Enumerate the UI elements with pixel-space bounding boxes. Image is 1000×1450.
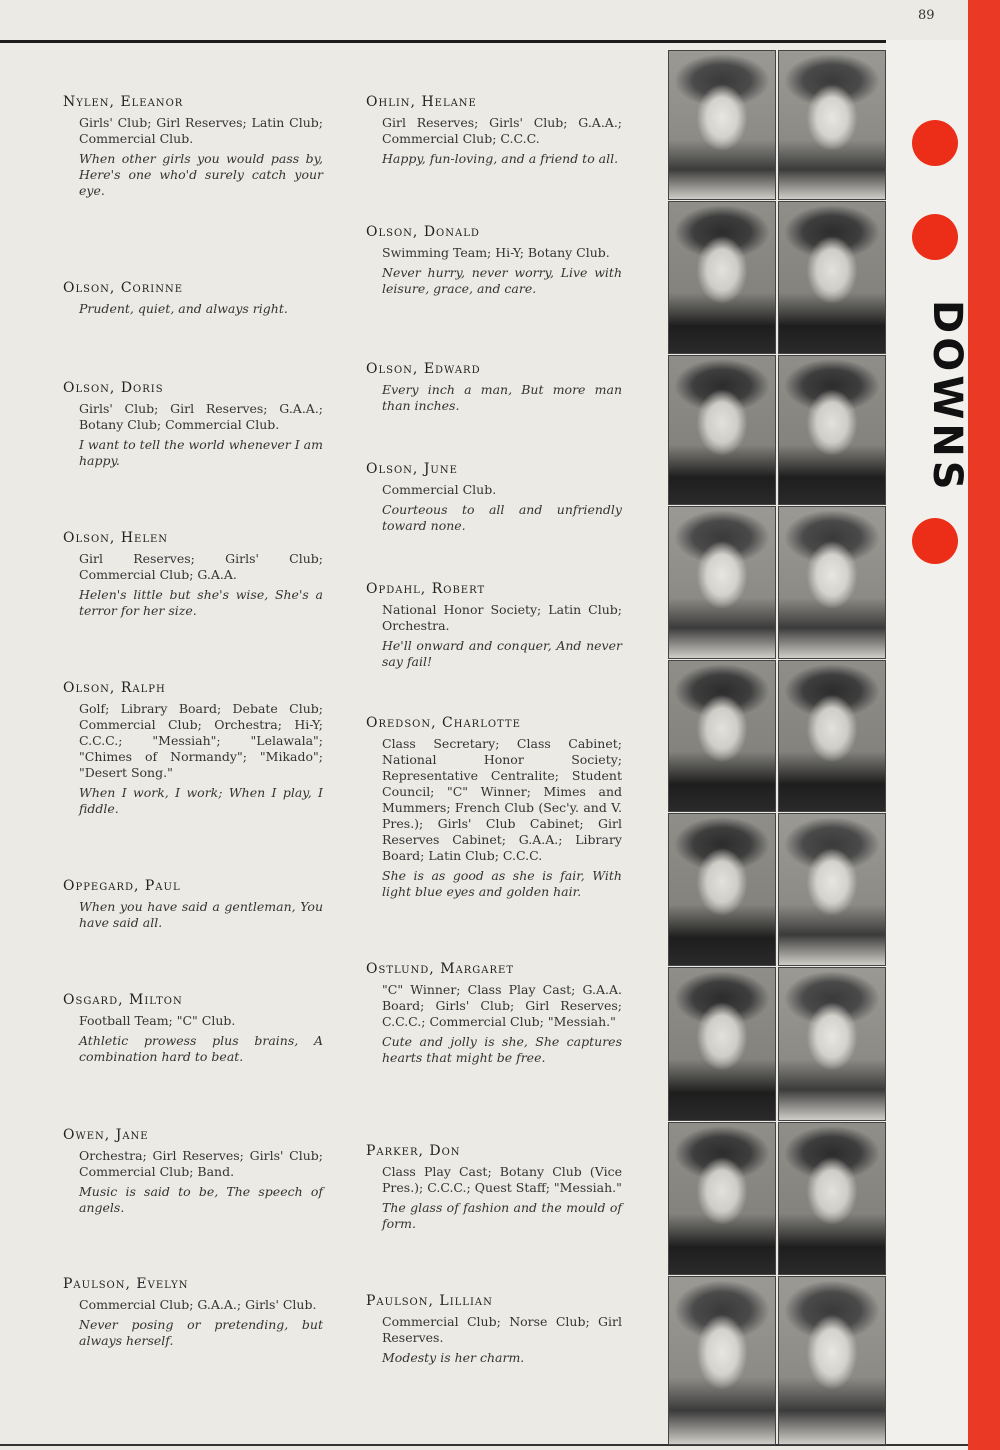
student-entry [63,1127,323,1216]
student-quote: Cute and jolly is she, She captures hearts that might be free. [382,1034,622,1065]
student-portrait [778,355,886,505]
student-name: Owen, Jane [63,1127,149,1143]
student-entry [63,1276,323,1349]
student-name: Parker, Don [366,1143,461,1159]
student-portrait [668,660,776,812]
student-portrait [778,660,886,812]
student-entry [366,224,622,297]
student-activities: Commercial Club. [382,482,497,497]
student-entry [63,878,323,931]
side-title: DOWNS [924,300,970,494]
student-entry [366,715,622,900]
student-activities: "C" Winner; Class Play Cast; G.A.A. Board; Girls' Club; Girl Reserves; C.C.C.; Commercial Club; "Messiah." [382,982,622,1029]
student-quote: She is as good as she is fair, With light blue eyes and golden hair. [382,868,622,899]
student-name: Oppegard, Paul [63,878,181,894]
red-dot-icon [912,518,958,564]
student-activities: Golf; Library Board; Debate Club; Commercial Club; Orchestra; Hi-Y; C.C.C.; "Messiah"; "Lelawala"; "Chimes of Normandy"; "Mikado"; "Desert Song." [79,701,323,780]
student-quote: When other girls you would pass by, Here's one who'd surely catch your eye. [79,151,323,198]
student-name: Paulson, Lillian [366,1293,493,1309]
student-activities: Girl Reserves; Girls' Club; Commercial Club; G.A.A. [79,551,323,582]
student-quote: Helen's little but she's wise, She's a terror for her size. [79,587,323,618]
student-entry [63,680,323,817]
student-name: Olson, Corinne [63,280,184,296]
student-portrait [668,1276,776,1445]
student-entry [366,1143,622,1232]
student-name: Olson, Ralph [63,680,166,696]
student-portrait [778,967,886,1121]
red-dot-icon [912,214,958,260]
student-activities: Commercial Club; Norse Club; Girl Reserves. [382,1314,622,1345]
student-entry [366,461,622,534]
student-name: Olson, Doris [63,380,164,396]
student-name: Oredson, Charlotte [366,715,521,731]
student-quote: Never posing or pretending, but always herself. [79,1317,323,1348]
student-entry [63,380,323,469]
student-quote: Prudent, quiet, and always right. [79,301,288,316]
student-name: Opdahl, Robert [366,581,486,597]
student-entry [366,361,622,414]
student-name: Paulson, Evelyn [63,1276,189,1292]
student-quote: When you have said a gentleman, You have said all. [79,899,323,930]
student-entry [366,1293,622,1366]
student-quote: Modesty is her charm. [382,1350,525,1365]
student-portrait [668,967,776,1121]
student-portrait [778,1122,886,1275]
student-portrait [778,813,886,966]
student-name: Ostlund, Margaret [366,961,514,977]
student-entry [366,581,622,670]
student-portrait [778,201,886,354]
student-entry [366,94,622,167]
student-activities: Swimming Team; Hi-Y; Botany Club. [382,245,610,260]
student-entry [366,961,622,1066]
student-name: Osgard, Milton [63,992,183,1008]
student-portrait [668,506,776,659]
student-portrait [778,50,886,200]
student-portrait [668,813,776,966]
red-dot-icon [912,120,958,166]
top-rule [0,40,970,43]
student-activities: Girls' Club; Girl Reserves; Latin Club; Commercial Club. [79,115,323,146]
student-activities: Class Secretary; Class Cabinet; National Honor Society; Representative Centralite; Student Council; "C" Winner; Mimes and Mummers; French Club (Sec'y. and V. Pres.); Girls' Club Cabinet; Girl Reserves Cabinet; G.A.A.; Library Board; Latin Club; C.C.C. [382,736,622,863]
student-activities: Commercial Club; G.A.A.; Girls' Club. [79,1297,317,1312]
student-activities: Class Play Cast; Botany Club (Vice Pres.); C.C.C.; Quest Staff; "Messiah." [382,1164,622,1195]
student-quote: Happy, fun-loving, and a friend to all. [382,151,619,166]
student-name: Olson, Edward [366,361,481,377]
page-number: 89 [918,8,935,23]
student-quote: Music is said to be, The speech of angels. [79,1184,323,1215]
student-activities: Orchestra; Girl Reserves; Girls' Club; Commercial Club; Band. [79,1148,323,1179]
student-entry [63,992,323,1065]
student-activities: Girls' Club; Girl Reserves; G.A.A.; Botany Club; Commercial Club. [79,401,323,432]
student-portrait [778,1276,886,1445]
student-portrait [668,355,776,505]
student-name: Ohlin, Helane [366,94,477,110]
student-portrait [778,506,886,659]
student-name: Nylen, Eleanor [63,94,184,110]
student-quote: Every inch a man, But more man than inches. [382,382,622,413]
student-activities: National Honor Society; Latin Club; Orchestra. [382,602,622,633]
student-quote: When I work, I work; When I play, I fiddle. [79,785,323,816]
student-quote: Courteous to all and unfriendly toward none. [382,502,622,533]
student-entry [63,94,323,199]
student-quote: The glass of fashion and the mould of form. [382,1200,622,1231]
student-quote: Never hurry, never worry, Live with leisure, grace, and care. [382,265,622,296]
student-name: Olson, Donald [366,224,480,240]
student-quote: I want to tell the world whenever I am happy. [79,437,323,468]
student-name: Olson, Helen [63,530,169,546]
student-quote: Athletic prowess plus brains, A combination hard to beat. [79,1033,323,1064]
student-entry [63,530,323,619]
student-activities: Football Team; "C" Club. [79,1013,236,1028]
student-activities: Girl Reserves; Girls' Club; G.A.A.; Commercial Club; C.C.C. [382,115,622,146]
student-portrait [668,201,776,354]
red-edge-band [968,0,1000,1450]
student-quote: He'll onward and conquer, And never say fail! [382,638,622,669]
student-entry [63,280,323,317]
student-portrait [668,50,776,200]
student-portrait [668,1122,776,1275]
student-name: Olson, June [366,461,458,477]
